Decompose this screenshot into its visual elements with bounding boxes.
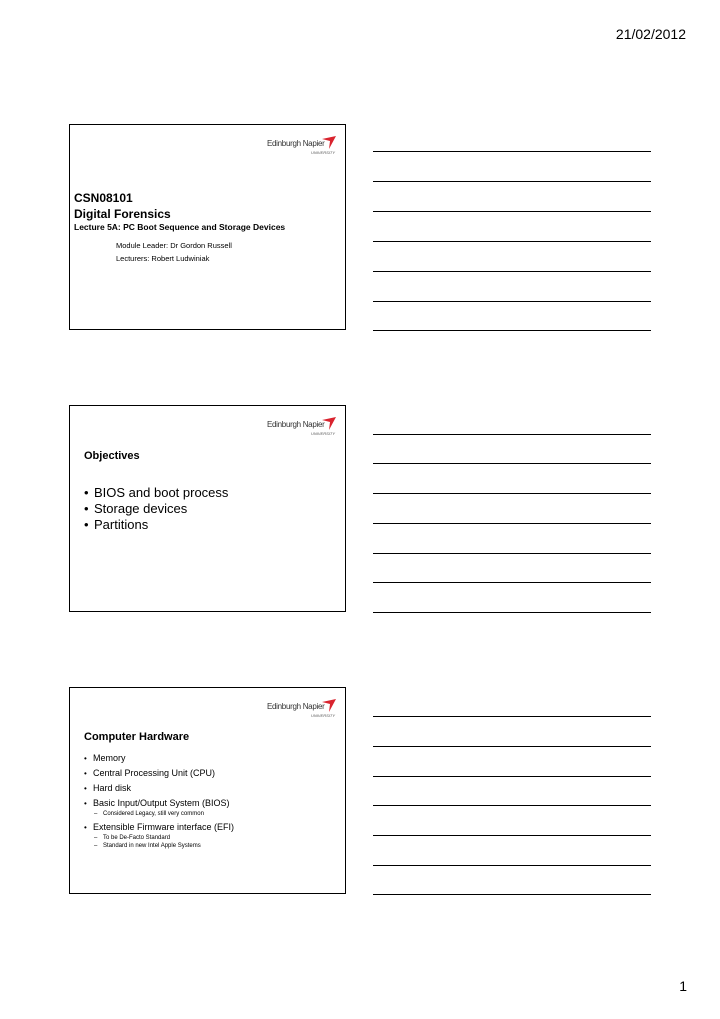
course-code: CSN08101 bbox=[74, 191, 133, 205]
list-item: • Memory bbox=[84, 753, 126, 763]
page-number: 1 bbox=[679, 978, 687, 994]
logo-subtext: UNIVERSITY bbox=[311, 713, 336, 718]
list-item: • Extensible Firmware interface (EFI) bbox=[84, 822, 235, 832]
sub-item: – Considered Legacy, still very common bbox=[94, 811, 204, 817]
slide-objectives bbox=[69, 405, 346, 612]
sub-item: – Standard in new Intel Apple Systems bbox=[94, 843, 201, 849]
logo-text: Edinburgh Napier bbox=[267, 420, 325, 429]
hardware-list bbox=[84, 753, 234, 854]
lecture-title: Lecture 5A: PC Boot Sequence and Storage Devices bbox=[74, 222, 286, 232]
slide-title bbox=[69, 124, 346, 330]
logo-mark-icon bbox=[321, 136, 337, 150]
logo-text: Edinburgh Napier bbox=[267, 702, 325, 711]
course-title: Digital Forensics bbox=[74, 207, 171, 221]
logo-subtext: UNIVERSITY bbox=[311, 150, 336, 155]
lecturers: Lecturers: Robert Ludwiniak bbox=[116, 254, 210, 263]
list-item: • Central Processing Unit (CPU) bbox=[84, 768, 216, 778]
slide-heading: Objectives bbox=[84, 450, 140, 462]
slide-computer-hardware bbox=[69, 687, 346, 894]
university-logo bbox=[267, 699, 337, 721]
university-logo bbox=[267, 417, 337, 439]
slide-heading: Computer Hardware bbox=[84, 731, 190, 743]
logo-subtext: UNIVERSITY bbox=[311, 431, 336, 436]
sub-item: – To be De-Facto Standard bbox=[94, 835, 171, 841]
print-date: 21/02/2012 bbox=[615, 26, 686, 42]
list-item: • BIOS and boot process bbox=[84, 485, 229, 500]
module-leader: Module Leader: Dr Gordon Russell bbox=[116, 241, 232, 250]
efi-sublist bbox=[84, 834, 234, 850]
logo-text: Edinburgh Napier bbox=[267, 139, 325, 148]
list-item: • Storage devices bbox=[84, 501, 188, 516]
logo-mark-icon bbox=[321, 417, 337, 431]
logo-mark-icon bbox=[321, 699, 337, 713]
bios-sublist bbox=[84, 810, 234, 818]
list-item: • Hard disk bbox=[84, 783, 132, 793]
university-logo bbox=[267, 136, 337, 158]
objectives-list bbox=[84, 485, 228, 533]
list-item: • Basic Input/Output System (BIOS) bbox=[84, 798, 230, 808]
list-item: • Partitions bbox=[84, 517, 149, 532]
